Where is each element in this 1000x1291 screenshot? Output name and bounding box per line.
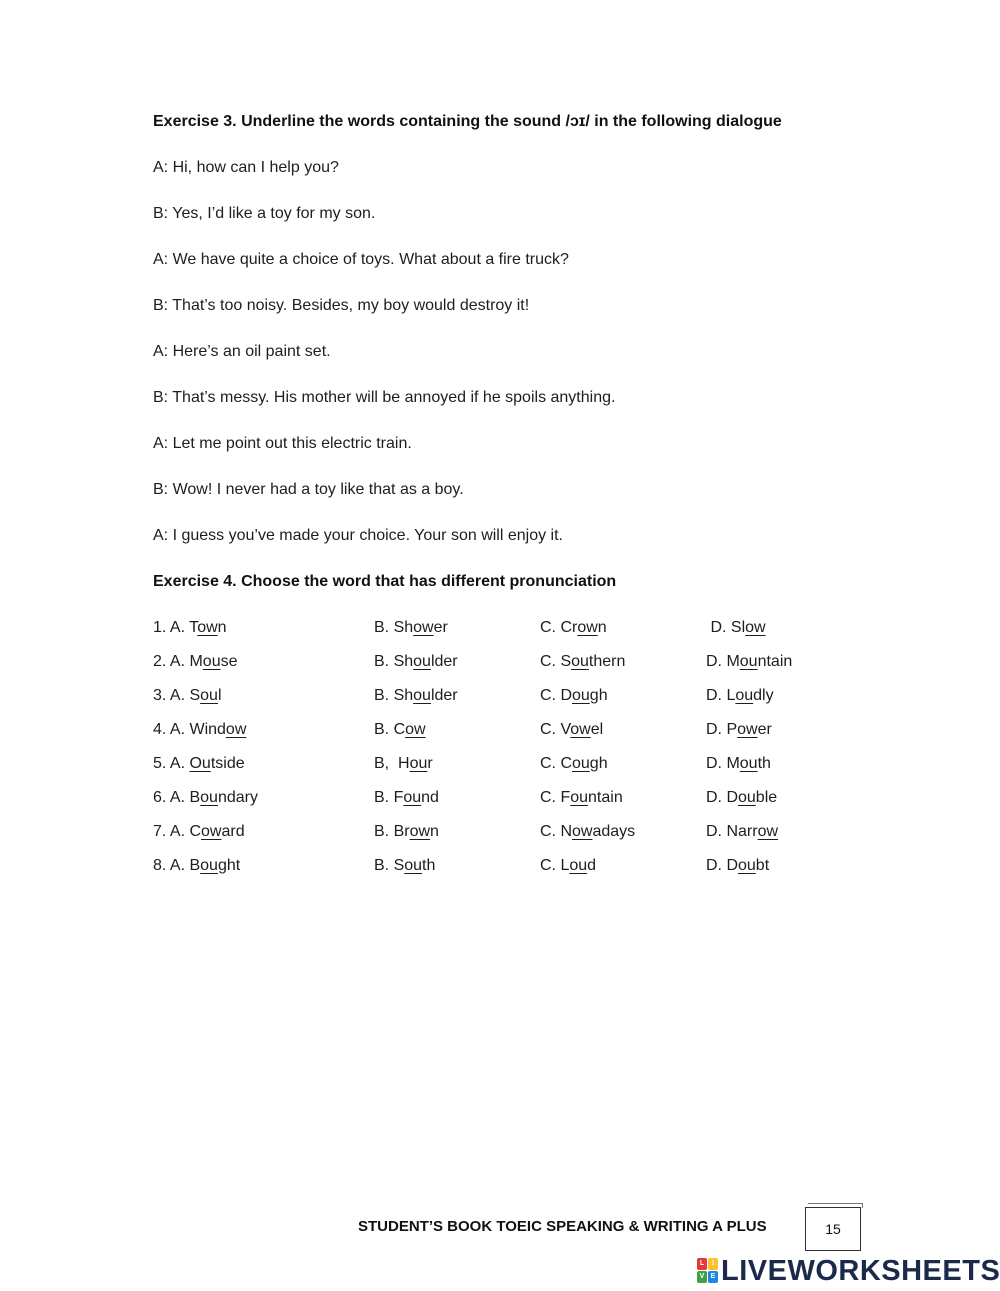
answer-option (153, 687, 222, 705)
question-row (153, 789, 853, 813)
answer-option (153, 653, 238, 671)
option-text: B, H (374, 755, 410, 772)
underlined-letters: ou (572, 755, 590, 772)
option-text: th (757, 755, 771, 772)
option-text: er (433, 619, 448, 636)
question-row (153, 755, 853, 779)
option-text: ard (221, 823, 245, 840)
underlined-letters: ow (225, 721, 247, 738)
book-title: STUDENT’S BOOK TOEIC SPEAKING & WRITING A PLUS (358, 1218, 767, 1235)
answer-option (153, 755, 245, 773)
option-text: D. M (706, 653, 740, 670)
option-text: D. Sl (706, 619, 746, 636)
logo-block: I (708, 1258, 718, 1270)
option-text: C. S (540, 653, 572, 670)
answer-option (706, 687, 774, 705)
option-text: 5. A. (153, 755, 190, 772)
option-text: C. C (540, 755, 572, 772)
underlined-letters: ou (571, 653, 589, 670)
dialogue-line: A: Hi, how can I help you? (153, 159, 339, 176)
option-text: D. M (706, 755, 740, 772)
option-text: C. V (540, 721, 571, 738)
answer-option (540, 619, 607, 637)
option-text: B. Sh (374, 619, 414, 636)
logo-block: E (708, 1271, 718, 1283)
answer-option (540, 755, 608, 773)
underlined-letters: ow (745, 619, 766, 636)
option-text: D. L (706, 687, 736, 704)
dialogue-line: A: Let me point out this electric train. (153, 435, 412, 452)
option-text: D. Narr (706, 823, 758, 840)
underlined-letters: ow (757, 823, 779, 840)
answer-option (706, 619, 766, 637)
liveworksheets-logo (697, 1255, 1000, 1287)
underlined-letters: ow (572, 823, 593, 840)
option-text: 3. A. S (153, 687, 201, 704)
option-text: dly (753, 687, 774, 704)
answer-option (540, 857, 596, 875)
option-text: ntain (588, 789, 623, 806)
dialogue-line: B: That’s messy. His mother will be annoyed if he spoils anything. (153, 389, 616, 406)
option-text: bt (755, 857, 770, 874)
answer-option (153, 619, 227, 637)
question-row (153, 687, 853, 711)
answer-option (706, 653, 792, 671)
question-row (153, 619, 853, 643)
option-text: 1. A. T (153, 619, 198, 636)
option-text: B. F (374, 789, 404, 806)
option-text: thern (588, 653, 626, 670)
answer-option (706, 789, 777, 807)
option-text: 6. A. B (153, 789, 201, 806)
option-text: r (427, 755, 433, 772)
answer-option (374, 755, 433, 773)
underlined-letters: ou (413, 687, 431, 704)
option-text: C. F (540, 789, 571, 806)
underlined-letters: ou (572, 687, 590, 704)
dialogue-line: B: That’s too noisy. Besides, my boy would destroy it! (153, 297, 530, 314)
underlined-letters: ou (738, 789, 756, 806)
logo-block: V (697, 1271, 707, 1283)
underlined-letters: ou (409, 755, 428, 772)
option-text: l (217, 687, 222, 704)
answer-option (706, 823, 778, 841)
answer-option (153, 823, 245, 841)
underlined-letters: ou (200, 857, 218, 874)
underlined-letters: ow (737, 721, 758, 738)
answer-option (153, 857, 240, 875)
option-text: tside (210, 755, 245, 772)
answer-option (374, 721, 426, 739)
dialogue-line: A: We have quite a choice of toys. What about a fire truck? (153, 251, 569, 268)
option-text: lder (430, 687, 458, 704)
option-text: d (587, 857, 597, 874)
answer-option (374, 857, 435, 875)
option-text: C. D (540, 687, 572, 704)
answer-option (540, 823, 635, 841)
dialogue-line: B: Wow! I never had a toy like that as a boy. (153, 481, 464, 498)
answer-option (374, 823, 439, 841)
option-text: D. D (706, 857, 738, 874)
underlined-letters: ou (200, 789, 218, 806)
option-text: er (757, 721, 772, 738)
option-text: se (220, 653, 238, 670)
underlined-letters: ow (409, 823, 431, 840)
question-row (153, 653, 853, 677)
answer-option (540, 789, 623, 807)
option-text: B. S (374, 857, 405, 874)
underlined-letters: Ou (189, 755, 211, 772)
underlined-letters: ou (735, 687, 754, 704)
answer-option (374, 789, 439, 807)
answer-option (374, 687, 458, 705)
logo-blocks-icon (697, 1258, 719, 1284)
underlined-letters: ow (405, 721, 426, 738)
option-text: th (422, 857, 436, 874)
underlined-letters: ou (202, 653, 221, 670)
option-text: ntain (757, 653, 793, 670)
answer-option (706, 721, 772, 739)
option-text: B. Sh (374, 653, 414, 670)
question-row (153, 857, 853, 881)
option-text: 2. A. M (153, 653, 203, 670)
underlined-letters: ou (413, 653, 431, 670)
option-text: C. L (540, 857, 570, 874)
answer-option (540, 653, 625, 671)
underlined-letters: ow (413, 619, 434, 636)
option-text: ght (217, 857, 241, 874)
underlined-letters: ou (739, 755, 758, 772)
option-text: B. C (374, 721, 406, 738)
option-text: 4. A. Wind (153, 721, 226, 738)
exercise3-title: Exercise 3. Underline the words containing the sound /ɔɪ/ in the following dialogue (153, 113, 782, 130)
answer-option (153, 721, 246, 739)
underlined-letters: ou (403, 789, 422, 806)
logo-text: LIVEWORKSHEETS (721, 1254, 1000, 1287)
underlined-letters: ow (197, 619, 218, 636)
option-text: el (590, 721, 604, 738)
underlined-letters: ou (738, 857, 756, 874)
option-text: ble (755, 789, 778, 806)
dialogue-line: A: I guess you’ve made your choice. Your son will enjoy it. (153, 527, 563, 544)
underlined-letters: ou (739, 653, 758, 670)
option-text: gh (589, 687, 608, 704)
option-text: D. P (706, 721, 738, 738)
logo-block: L (697, 1258, 707, 1270)
option-text: n (217, 619, 227, 636)
underlined-letters: ou (200, 687, 218, 704)
underlined-letters: ow (570, 721, 591, 738)
option-text: C. N (540, 823, 572, 840)
question-row (153, 823, 853, 847)
answer-option (706, 857, 769, 875)
option-text: 8. A. B (153, 857, 201, 874)
option-text: B. Br (374, 823, 410, 840)
page-number: 15 (805, 1207, 861, 1251)
option-text: 7. A. C (153, 823, 202, 840)
dialogue-line: A: Here’s an oil paint set. (153, 343, 331, 360)
answer-option (374, 619, 448, 637)
option-text: B. Sh (374, 687, 414, 704)
option-text: D. D (706, 789, 738, 806)
underlined-letters: ou (570, 789, 589, 806)
dialogue-line: B: Yes, I’d like a toy for my son. (153, 205, 376, 222)
underlined-letters: ow (201, 823, 222, 840)
option-text: nd (421, 789, 439, 806)
answer-option (374, 653, 458, 671)
underlined-letters: ou (404, 857, 423, 874)
option-text: adays (592, 823, 636, 840)
option-text: C. Cr (540, 619, 578, 636)
answer-option (706, 755, 771, 773)
option-text: lder (430, 653, 458, 670)
option-text: n (430, 823, 439, 840)
question-row (153, 721, 853, 745)
underlined-letters: ow (577, 619, 598, 636)
answer-option (540, 721, 603, 739)
underlined-letters: ou (569, 857, 588, 874)
option-text: ndary (217, 789, 258, 806)
option-text: n (597, 619, 607, 636)
option-text: gh (589, 755, 608, 772)
answer-option (153, 789, 258, 807)
exercise4-title: Exercise 4. Choose the word that has different pronunciation (153, 573, 617, 590)
answer-option (540, 687, 608, 705)
